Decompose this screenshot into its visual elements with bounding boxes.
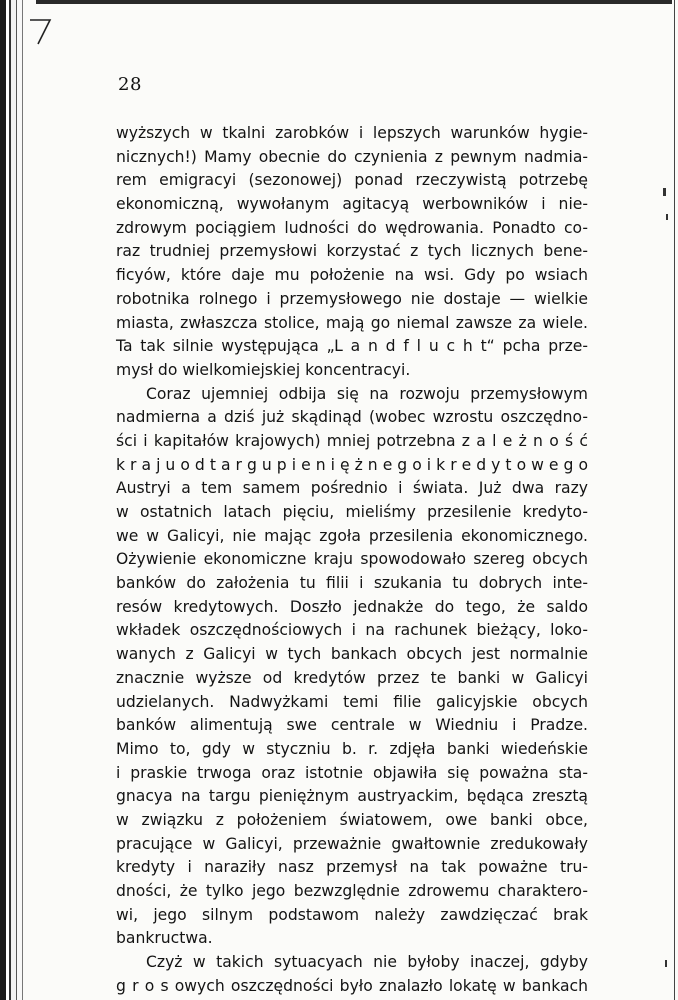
text-line: ekonomiczną, wywołanym agitacyą werbowników i nie- [116,195,588,214]
text-line: Ta tak silnie występująca „L a n d f l u c h t“ pcha prze- [116,337,588,356]
text-line: Ożywienie ekonomiczne kraju spowodowało szereg obcych [116,550,588,569]
text-line: Coraz ujemniej odbija się na rozwoju przemysłowym [146,384,588,403]
text-line: nadmierna a dziś już skądinąd (wobec wzrostu oszczędno- [116,408,588,427]
page-top-edge [0,0,678,4]
text-line: g r o s owych oszczędności było znalazło lokatę w bankach [116,976,588,995]
text-line: dności, że tylko jego bezwzględnie zdrowemu charaktero- [116,882,588,900]
text-line: udzielanych. Nadwyżkami temi filie galicyjskie obcych [116,692,588,711]
text-line: wyższych w tkalni zarobków i lepszych warunków hygie- [116,124,588,142]
page-number: 28 [118,74,142,95]
text-line: gnacya na targu pieniężnym austryackim, będąca zresztą [116,787,588,806]
paragraph [116,951,588,998]
text-line: pracujące w Galicyi, przeważnie gwałtownie zredukowały [116,834,588,853]
text-line: wkładek oszczędnościowych i na rachunek bieżący, loko- [116,621,588,640]
scan-margin-mark [666,214,668,220]
text-line: znacznie wyższe od kredytów przez te banki w Galicyi [116,668,588,687]
text-line: bankructwa. [116,929,213,948]
text-line: banków alimentują swe centrale w Wiedniu i Pradze. [116,716,588,735]
text-line: banków do założenia tu filii i szukania tu dobrych inte- [116,574,588,593]
text-line: kredyty i naraziły nasz przemysł na tak poważne tru- [116,858,588,877]
text-line: raz trudniej przemysłowi korzystać z tych licznych bene- [116,242,588,261]
text-line: w ostatnich latach pięciu, mieliśmy przesilenie kredyto- [116,503,588,521]
text-line: mysł do wielkomiejskiej koncentracyi. [116,360,411,379]
text-line: rem emigracyi (sezonowej) ponad rzeczywistą potrzebę [116,171,588,190]
scan-margin-mark [665,960,667,967]
text-line: wi, jego silnym podstawom należy zawdzięczać brak [116,905,588,924]
text-line: zdrowym pociągiem ludności do wędrowania. Ponadto co- [116,218,588,237]
text-line: nicznych!) Mamy obecnie do czynienia z pewnym nadmia- [116,147,588,166]
paragraph [116,122,588,383]
page-right-edge [672,0,678,1000]
text-line: ści i kapitałów krajowych) mniej potrzebna z a l e ż n o ś ć [116,431,588,450]
page-corner-curl-icon [28,18,52,46]
text-line: Czyż w takich sytuacyach nie byłoby inaczej, gdyby [146,953,588,972]
text-line: robotnika rolnego i przemysłowego nie dostaje — wielkie [116,289,588,308]
text-line: i praskie trwoga oraz istotnie objawiła się poważna sta- [116,763,588,782]
text-line: Austryi a tem samem pośrednio i świata. Już dwa razy [116,479,588,498]
text-line: w związku z położeniem światowem, owe banki obce, [116,810,588,829]
body-text [116,122,588,998]
book-spine-edge [0,0,36,1000]
paragraph [116,383,588,952]
text-line: miasta, zwłaszcza stolice, mają go niemal zawsze za wiele. [116,313,588,332]
text-line: resów kredytowych. Doszło jednakże do tego, że saldo [116,597,588,616]
text-line: ficyów, które daje mu położenie na wsi. Gdy po wsiach [116,266,588,285]
text-line: Mimo to, gdy w styczniu b. r. zdjęła banki wiedeńskie [116,739,588,758]
text-line: k r a j u o d t a r g u p i e n i ę ż n e g o i k r e d y t o w e g o [116,455,588,474]
text-line: we w Galicyi, nie mając zgoła przesilenia ekonomicznego. [116,526,588,545]
scan-margin-mark [663,188,666,196]
text-line: wanych z Galicyi w tych bankach obcych jest normalnie [116,645,588,664]
